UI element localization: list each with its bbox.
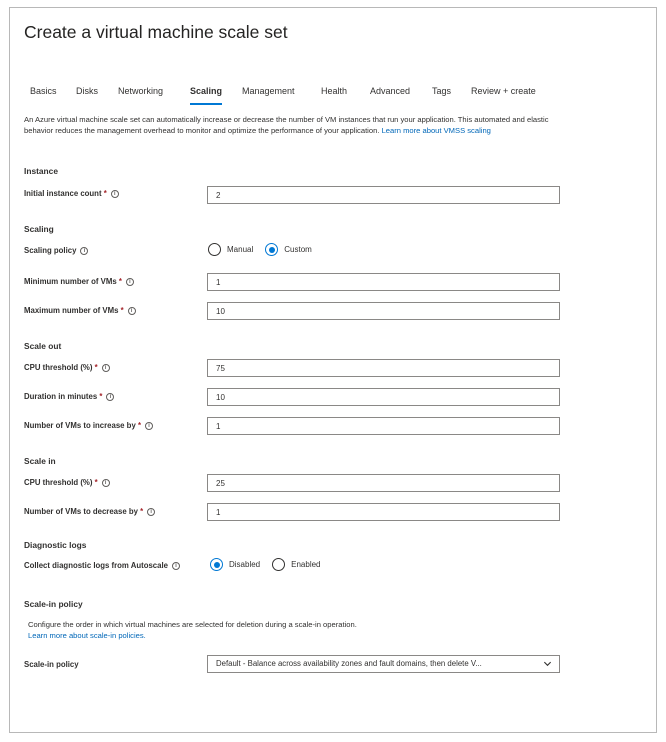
info-icon[interactable]: i [147, 508, 155, 516]
required-mark: * [120, 306, 124, 315]
diagnostic-disabled-option[interactable]: Disabled [210, 558, 260, 571]
intro-text: An Azure virtual machine scale set can automatically increase or decrease the number of VM instances that run your application. This automated and elastic behavior reduces the management overhead to monitor and optimize the performance of your application. [24, 115, 549, 135]
section-instance: Instance [24, 166, 58, 176]
required-mark: * [103, 189, 107, 198]
radio-disabled[interactable] [210, 558, 223, 571]
tab-networking[interactable]: Networking [118, 86, 164, 96]
radio-custom[interactable] [265, 243, 278, 256]
minimum-vms-label: Minimum number of VMs * i [24, 277, 134, 286]
info-icon[interactable]: i [106, 393, 114, 401]
initial-instance-count-label: Initial instance count * i [24, 189, 119, 198]
section-scale-in-policy: Scale-in policy [24, 599, 83, 609]
info-icon[interactable]: i [128, 307, 136, 315]
required-mark: * [94, 478, 98, 487]
tab-scaling[interactable]: Scaling [190, 80, 222, 105]
vms-increase-by-input[interactable] [207, 417, 560, 435]
tab-disks[interactable]: Disks [76, 86, 98, 96]
scale-in-cpu-threshold-label: CPU threshold (%) * i [24, 478, 110, 487]
scaling-policy-custom-option[interactable]: Custom [265, 243, 312, 256]
page-title: Create a virtual machine scale set [24, 22, 288, 42]
minimum-vms-input[interactable] [207, 273, 560, 291]
duration-minutes-label: Duration in minutes * i [24, 392, 114, 401]
section-scale-in: Scale in [24, 456, 56, 466]
info-icon[interactable]: i [80, 247, 88, 255]
duration-minutes-input[interactable] [207, 388, 560, 406]
required-mark: * [94, 363, 98, 372]
initial-instance-count-input[interactable] [207, 186, 560, 204]
required-mark: * [140, 507, 144, 516]
tab-tags[interactable]: Tags [432, 86, 452, 96]
chevron-down-icon [543, 659, 552, 668]
info-icon[interactable]: i [111, 190, 119, 198]
scaling-policy-manual-option[interactable]: Manual [208, 243, 253, 256]
maximum-vms-label: Maximum number of VMs * i [24, 306, 136, 315]
section-diagnostic-logs: Diagnostic logs [24, 540, 87, 550]
maximum-vms-input[interactable] [207, 302, 560, 320]
tab-advanced[interactable]: Advanced [370, 86, 411, 96]
required-mark: * [118, 277, 122, 286]
required-mark: * [99, 392, 103, 401]
intro-description [24, 114, 564, 136]
section-scale-out: Scale out [24, 341, 62, 351]
tab-review-create[interactable]: Review + create [471, 86, 536, 96]
tab-basics[interactable]: Basics [30, 86, 57, 96]
learn-more-scale-in-link[interactable]: Learn more about scale-in policies. [28, 631, 146, 640]
vms-increase-by-label: Number of VMs to increase by * i [24, 421, 153, 430]
scale-in-policy-select[interactable] [207, 655, 560, 673]
tab-health[interactable]: Health [321, 86, 348, 96]
info-icon[interactable]: i [126, 278, 134, 286]
tab-management[interactable]: Management [242, 86, 295, 96]
scale-in-policy-value: Default - Balance across availability zones and fault domains, then delete V... [216, 659, 482, 668]
diagnostic-enabled-option[interactable]: Enabled [272, 558, 320, 571]
scale-in-policy-label: Scale-in policy [24, 660, 79, 669]
section-scaling: Scaling [24, 224, 54, 234]
diagnostic-logs-radio-group [210, 558, 321, 571]
collect-diagnostic-logs-label: Collect diagnostic logs from Autoscale i [24, 561, 180, 570]
info-icon[interactable]: i [102, 364, 110, 372]
scale-out-cpu-threshold-label: CPU threshold (%) * i [24, 363, 110, 372]
radio-manual[interactable] [208, 243, 221, 256]
vms-decrease-by-label: Number of VMs to decrease by * i [24, 507, 155, 516]
info-icon[interactable]: i [102, 479, 110, 487]
scaling-policy-label: Scaling policy i [24, 246, 88, 255]
scale-in-cpu-threshold-input[interactable] [207, 474, 560, 492]
required-mark: * [137, 421, 142, 430]
scale-in-policy-description: Configure the order in which virtual machines are selected for deletion during a scale-in operation. Learn more about scale-in policies. [28, 619, 548, 641]
scaling-policy-radio-group [208, 243, 312, 256]
info-icon[interactable]: i [172, 562, 180, 570]
learn-more-vmss-link[interactable]: Learn more about VMSS scaling [381, 126, 491, 135]
vms-decrease-by-input[interactable] [207, 503, 560, 521]
info-icon[interactable]: i [145, 422, 153, 430]
scale-out-cpu-threshold-input[interactable] [207, 359, 560, 377]
radio-enabled[interactable] [272, 558, 285, 571]
